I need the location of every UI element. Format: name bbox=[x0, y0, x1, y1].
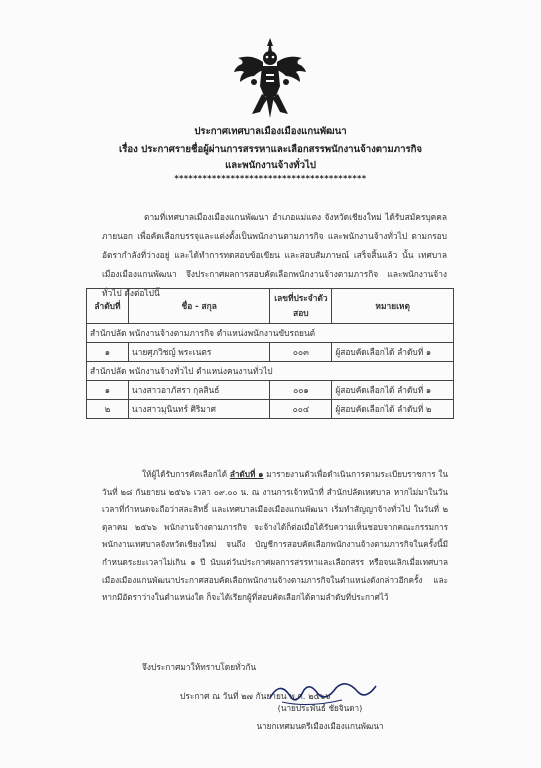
instructions-highlight: ลำดับที่ ๑ bbox=[229, 469, 264, 479]
section-row bbox=[87, 362, 454, 381]
garuda-emblem-icon bbox=[232, 36, 308, 120]
cell-exam-no: ๐๐๓ bbox=[270, 343, 332, 362]
cell-remark: ผู้สอบคัดเลือกได้ ลำดับที่ ๑ bbox=[332, 381, 454, 400]
announcement-title: ประกาศเทศบาลเมืองเมืองแกนพัฒนา bbox=[194, 126, 347, 137]
table-row bbox=[87, 400, 454, 419]
announcement-subject: เรื่อง ประกาศรายชื่อผู้ผ่านการสรรหาและเลือกสรรพนักงานจ้างตามภารกิจ bbox=[118, 144, 423, 155]
cell-remark: ผู้สอบคัดเลือกได้ ลำดับที่ ๒ bbox=[332, 400, 454, 419]
instructions-paragraph bbox=[102, 466, 448, 607]
intro-text: ตามที่เทศบาลเมืองเมืองแกนพัฒนา อำเภอแม่แตง จังหวัดเชียงใหม่ ได้รับสมัครบุคคลภายนอก เพื่อคัดเลือกบรรจุและแต่งตั้งเป็นพนักงานตามภารกิจ และพนักงานจ้างทั่วไป ตามกรอบอัตรากำลังที่ว่างอยู่ และได้ทำการทดสอบข้อเขียน และสอบสัมภาษณ์ เสร็จสิ้นแล้ว นั้น เทศบาลเมืองเมืองแกนพัฒนา จึงประกาศผลการสอบคัดเลือกพนักงานจ้างตามภารกิจ และพนักงานจ้างทั่วไป ดังต่อไปนี้ bbox=[102, 212, 447, 298]
announcement-subject-cont: และพนักงานจ้างทั่วไป bbox=[225, 160, 316, 171]
header-no: ลำดับที่ bbox=[87, 289, 129, 324]
signatory-position: นายกเทศมนตรีเมืองเมืองแกนพัฒนา bbox=[256, 721, 384, 731]
section-title: สำนักปลัด พนักงานจ้างทั่วไป ตำแหน่งคนงานทั่วไป bbox=[87, 362, 454, 381]
header-remark: หมายเหตุ bbox=[332, 289, 454, 324]
table-header-row bbox=[87, 289, 454, 324]
cell-name: นางสาวมุนินทร์ ศิริมาศ bbox=[128, 400, 270, 419]
instructions-pre: ให้ผู้ได้รับการคัดเลือกได้ bbox=[142, 469, 230, 479]
cell-name: นางสาวอาภัสรา กุลสินธ์ bbox=[128, 381, 270, 400]
header-name: ชื่อ - สกุล bbox=[128, 289, 270, 324]
signatory-name: (นายประพันธ์ ชัยจินดา) bbox=[277, 703, 363, 713]
section-title: สำนักปลัด พนักงานจ้างตามภารกิจ ตำแหน่งพนักงานขับรถยนต์ bbox=[87, 324, 454, 343]
instructions-post: มารายงานตัวเพื่อดำเนินการตามระเบียบราชการ ในวันที่ ๒๘ กันยายน ๒๕๖๖ เวลา ๐๙.๐๐ น. ณ งานการเจ้าหน้าที่ สำนักปลัดเทศบาล หากไม่มาในวันเวลาที่กำหนดจะถือว่าสละสิทธิ์ และเทศบาลเมืองเมืองแกนพัฒนา เริ่มทำสัญญาจ้างทั่วไป ในวันที่ ๒ ตุลาคม ๒๕๖๖ พนักงานจ้างตามภารกิจ จะจ้างได้ก็ต่อเมื่อได้รับความเห็นชอบจากคณะกรรมการพนักงานเทศบาลจังหวัดเชียงใหม่ จนถึง บัญชีการสอบคัดเลือกพนักงานจ้างตามภารกิจในครั้งนี้มีกำหนดระยะเวลาไม่เกิน ๑ ปี นับแต่วันประกาศผลการสรรหาและเลือกสรร หรือจนเลิกเมื่อเทศบาลเมืองเมืองแกนพัฒนาประกาศสอบคัดเลือกพนักงานจ้างตามภารกิจในตำแหน่งดังกล่าวอีกครั้ง และหากมีอัตราว่างในตำแหน่งใด ก็จะได้เรียกผู้ที่สอบคัดเลือกได้ตามลำดับที่ประกาศไว้ bbox=[102, 469, 448, 603]
cell-name: นายศุภวิชญ์ พระเนตร bbox=[128, 343, 270, 362]
cell-no: ๒ bbox=[87, 400, 129, 419]
table-row bbox=[87, 343, 454, 362]
cell-exam-no: ๐๐๑ bbox=[270, 381, 332, 400]
cell-no: ๑ bbox=[87, 381, 129, 400]
header-exam-no: เลขที่ประจำตัวสอบ bbox=[270, 289, 332, 324]
section-row bbox=[87, 324, 454, 343]
notify-line: จึงประกาศมาให้ทราบโดยทั่วกัน bbox=[142, 662, 257, 672]
announce-date: ประกาศ ณ วันที่ ๒๗ กันยายน พ.ศ. ๒๕๖๖ bbox=[180, 691, 331, 701]
cell-exam-no: ๐๐๔ bbox=[270, 400, 332, 419]
cell-remark: ผู้สอบคัดเลือกได้ ลำดับที่ ๑ bbox=[332, 343, 454, 362]
cell-no: ๑ bbox=[87, 343, 129, 362]
table-row bbox=[87, 381, 454, 400]
separator-stars: ***************************************** bbox=[174, 174, 367, 183]
results-table bbox=[86, 288, 454, 419]
